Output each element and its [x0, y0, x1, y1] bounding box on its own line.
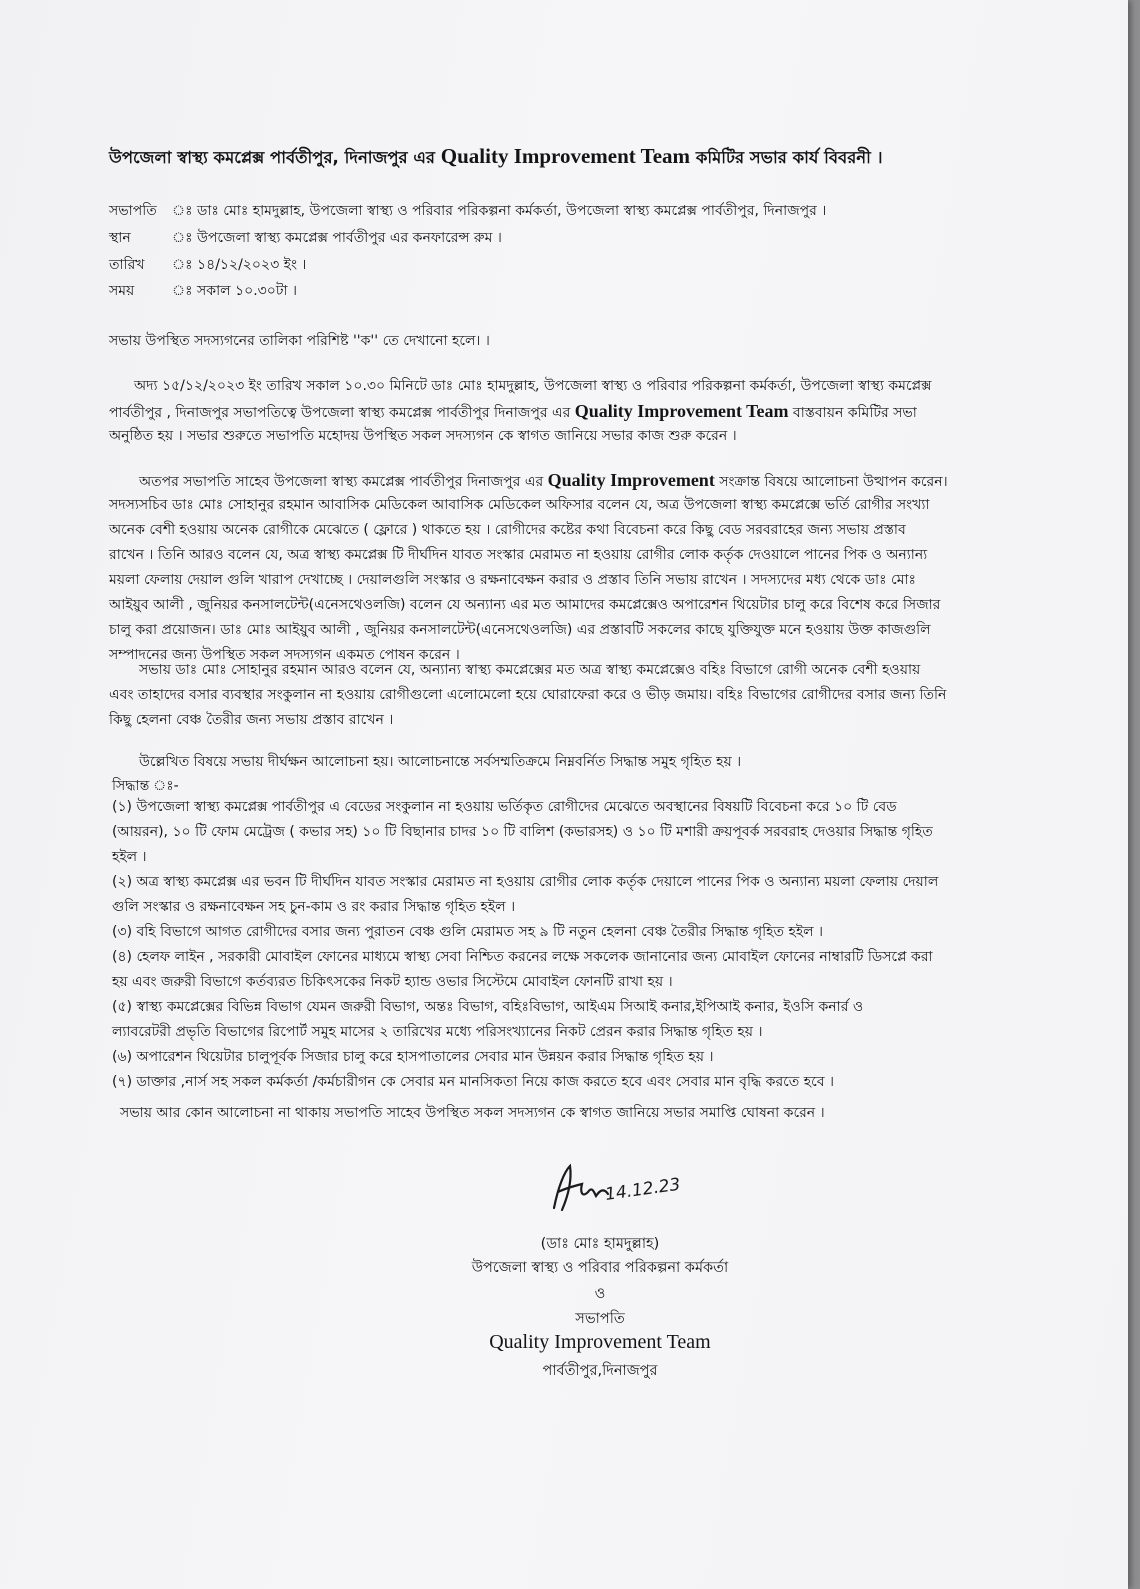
decision-item: (৫) স্বাস্থ্য কমপ্লেক্সের বিভিন্ন বিভাগ যেমন জরুরী বিভাগ, অন্তঃ বিভাগ, বহিঃবিভাগ, আইএম সিআই কনার,ইপিআই কনার, ইওসি কনার্র ও: [112, 999, 864, 1015]
signatory-conjunction: ও: [594, 1286, 606, 1302]
decision-item: (১) উপজেলা স্বাস্থ্য কমপ্লেক্স পার্বতীপুর এ বেডের সংকুলান না হওয়ায় ভর্তিকৃত রোগীদের মেঝেতে অবস্থানের বিষয়টি বিবেচনা করে ১০ টি বেড: [112, 799, 897, 815]
decision-item: গুলি সংস্কার ও রক্ষনাবেক্ষন সহ চুন-কাম ও রং করার সিদ্ধান্ত গৃহিত হইল ।: [112, 899, 516, 915]
decision-item: (আয়রন), ১০ টি ফোম মেট্রেজ ( কভার সহ) ১০ টি বিছানার চাদর ১০ টি বালিশ (কভারসহ) ও ১০ টি মশারী ক্রয়পূবর্ক সরবরাহ দেওয়ার সিদ্ধান্ত গৃহিত: [112, 824, 933, 840]
document-title: উপজেলা স্বাস্থ্য কমপ্লেক্স পার্বতীপুর, দিনাজপুর এর Quality Improvement Team কমিটির সভার কার্য বিবরনী ।: [109, 144, 883, 168]
discussion-summary: উল্লেখিত বিষয়ে সভায় দীর্ঘক্ষন আলোচনা হয়। আলোচনান্তে সর্বসম্মতিক্রমে নিম্নবর্নিত সিদ্ধান্ত সমুহ গৃহিত হয় ।: [139, 754, 742, 770]
decision-item: হইল ।: [112, 849, 147, 865]
title-team-name: Quality Improvement Team: [440, 144, 691, 168]
decisions-heading: সিদ্ধান্ত ঃ-: [112, 778, 179, 794]
paragraph-discussion: অতপর সভাপতি সাহেব উপজেলা স্বাস্থ্য কমপ্লেক্স পার্বতীপুর দিনাজপুর এর Quality Improvement সংক্রান্ত বিষয়ে আলোচনা উত্থাপন করেন। সদস্যসচিব ডাঃ মোঃ সোহানুর রহমান আবাসিক মেডিকেল আবাসিক মেডিকেল অফিসার বলেন যে, অত্র উপজেলা স্বাস্থ্য কমপ্লেক্সে ভর্তি রোগীর সংখ্যা অনেক বেশী হওয়ায় অনেক রোগীকে মেঝেতে ( ফ্লোরে ) থাকতে হয় । রোগীদের কষ্টের কথা বিবেচনা করে কিছু বেড সরবরাহের জন্য সভায় প্রস্তাব রাখেন । তিনি আরও বলেন যে, অত্র স্বাস্থ্য কমপ্লেক্স টি দীর্ঘদিন যাবত সংস্কার মেরামত না হওয়ায় রোগীর লোক কর্তৃক দেওয়ালে পানের পিক ও অন্যান্য ময়লা ফেলায় দেয়াল গুলি খারাপ দেখাচ্ছে । দেয়ালগুলি সংস্কার ও রক্ষনাবেক্ষন করার ও প্রস্তাব তিনি সভায় রাখেন । সদস্যদের মধ্য থেকে ডাঃ মোঃ আইয়ুব আলী , জুনিয়র কনসালটেন্ট(এনেসথেওলজি) বলেন যে অন্যান্য এর মত আমাদের কমপ্লেক্সেও অপারেশন থিয়েটার চালু করে বিশেষ করে সিজার চালু করা প্রয়োজন। ডাঃ মোঃ আইয়ুব আলী , জুনিয়র কনসালটেন্ট(এনেসথেওলজি) এর প্রস্তাবটি সকলের কাছে যুক্তিযুক্ত মনে হওয়ায় উক্ত কাজগুলি সম্পাদনের জন্য উপস্থিত সকল সদস্যগন একমত পোষন করেন ।: [109, 470, 948, 663]
meta-venue: স্থান ঃ উপজেলা স্বাস্থ্য কমপ্লেক্স পার্বতীপুর এর কনফারেন্স রুম ।: [109, 230, 502, 246]
signatory-designation: উপজেলা স্বাস্থ্য ও পরিবার পরিকল্পনা কর্মকর্তা: [471, 1260, 729, 1276]
meta-date: তারিখ ঃ ১৪/১২/২০২৩ ইং ।: [109, 257, 307, 273]
decision-item: (৩) বহি বিভাগে আগত রোগীদের বসার জন্য পুরাতন বেঞ্চ গুলি মেরামত সহ ৯ টি নতুন হেলনা বেঞ্চ তৈরীর সিদ্ধান্ত গৃহিত হইল ।: [112, 924, 824, 940]
signatory-place: পার্বতীপুর,দিনাজপুর: [542, 1363, 658, 1379]
paragraph-opening: অদ্য ১৫/১২/২০২৩ ইং তারিখ সকাল ১০.৩০ মিনিটে ডাঃ মোঃ হামদুল্লাহ, উপজেলা স্বাস্থ্য ও পরিবার পরিকল্পনা কর্মকর্তা, উপজেলা স্বাস্থ্য কমপ্লেক্স পার্বতীপুর , দিনাজপুর সভাপতিত্বে উপজেলা স্বাস্থ্য কমপ্লেক্স পার্বতীপুর দিনাজপুর এর Quality Improvement Team বাস্তবায়ন কমিটির সভা অনুষ্ঠিত হয় । সভার শুরুতে সভাপতি মহোদয় উপস্থিত সকল সদস্যগন কে স্বাগত জানিয়ে সভার কাজ শুরু করেন ।: [109, 378, 932, 444]
decision-item: (২) অত্র স্বাস্থ্য কমপ্লেক্স এর ভবন টি দীর্ঘদিন যাবত সংস্কার মেরামত না হওয়ায় রোগীর লোক কর্তৃক দেয়ালে পানের পিক ও অন্যান্য ময়লা ফেলায় দেয়াল: [112, 874, 939, 890]
decision-item: (৬) অপারেশন থিয়েটার চালুপূর্বক সিজার চালু করে হাসপাতালের সেবার মান উন্নয়ন করার সিদ্ধান্ত গৃহিত হয় ।: [112, 1049, 714, 1065]
signatory-team: Quality Improvement Team: [489, 1331, 711, 1353]
decision-item: হয় এবং জরুরী বিভাগে কর্তব্যরত চিকিৎসকের নিকট হ্যান্ড ওভার সিস্টেমে মোবাইল ফোনটি রাখা হয় ।: [112, 974, 673, 990]
attendance-note: সভায় উপস্থিত সদস্যগনের তালিকা পরিশিষ্ট ''ক'' তে দেখানো হলে। ।: [109, 333, 490, 349]
meta-time: সময় ঃ সকাল ১০.৩০টা ।: [109, 283, 297, 299]
paragraph-outdoor: সভায় ডাঃ মোঃ সোহানুর রহমান আরও বলেন যে, অন্যান্য স্বাস্থ্য কমপ্লেক্সের মত অত্র স্বাস্থ্য কমপ্লেক্সেও বহিঃ বিভাগে রোগী অনেক বেশী হওয়ায় এবং তাহাদের বসার ব্যবস্থার সংকুলান না হওয়ায় রোগীগুলো এলোমেলো হয়ে ঘোরাফেরা করে ও ভীড় জমায়। বহিঃ বিভাগের রোগীদের বসার জন্য তিনি কিছু হেলনা বেঞ্চ তৈরীর জন্য সভায় প্রস্তাব রাখেন ।: [109, 662, 947, 728]
decisions-list: [112, 795, 938, 1095]
decision-item: (৪) হেলফ লাইন , সরকারী মোবাইল ফোনের মাধ্যমে স্বাস্থ্য সেবা নিশ্চিত করনের লক্ষে সকলেক জানানোর জন্য মোবাইল ফোনের নাম্বারটি ডিসপ্লে করা: [112, 949, 933, 965]
decision-item: (৭) ডাক্তার ,নার্স সহ সকল কর্মকর্তা /কর্মচারীগন কে সেবার মন মানসিকতা নিয়ে কাজ করতে হবে এবং সেবার মান বৃদ্ধি করতে হবে ।: [112, 1074, 834, 1090]
signatory-role: সভাপতি: [575, 1311, 625, 1327]
handwritten-signature: [548, 1158, 698, 1228]
decision-item: ল্যাবরেটরী প্রভৃতি বিভাগের রিপোর্ট সমুহ মাসের ২ তারিখের মধ্যে পরিসংখ্যানের নিকট প্রেরন করার সিদ্ধান্ত গৃহিত হয় ।: [112, 1024, 763, 1040]
meta-chairman: সভাপতি ঃ ডাঃ মোঃ হামদুল্লাহ, উপজেলা স্বাস্থ্য ও পরিবার পরিকল্পনা কর্মকর্তা, উপজেলা স্বাস্থ্য কমপ্লেক্স পার্বতীপুর, দিনাজপুর ।: [109, 203, 827, 219]
closing-note: সভায় আর কোন আলোচনা না থাকায় সভাপতি সাহেব উপস্থিত সকল সদস্যগন কে স্বাগত জানিয়ে সভার সমাপ্তি ঘোষনা করেন ।: [120, 1105, 825, 1121]
signatory-name: (ডাঃ মোঃ হামদুল্লাহ): [540, 1236, 660, 1252]
signature-date: 14.12.23: [603, 1174, 682, 1205]
